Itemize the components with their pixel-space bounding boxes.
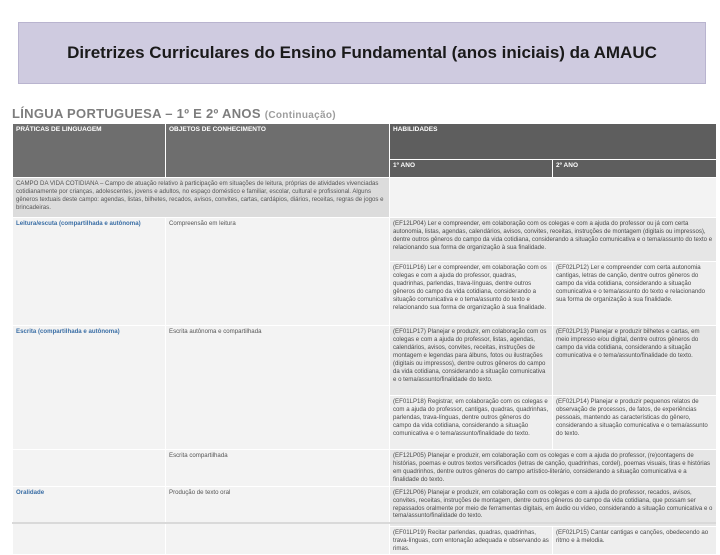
curriculum-table xyxy=(12,123,717,555)
habilidade-ef02lp15: (EF02LP15) Cantar cantigas e canções, obedecendo ao ritmo e à melodia. xyxy=(553,526,717,555)
pratica-leitura: Leitura/escuta (compartilhada e autônoma) xyxy=(13,218,166,326)
habilidade-ef02lp13: (EF02LP13) Planejar e produzir bilhetes e cartas, em meio impresso e/ou digital, dentre outros gêneros do campo da vida cotidiana, considerando a situação comunicativa e o tema/assunto/finalidade do texto. xyxy=(553,326,717,396)
pratica-oralidade: Oralidade xyxy=(13,486,166,555)
habilidade-ef01lp19: (EF01LP19) Recitar parlendas, quadras, quadrinhas, trava-línguas, com entonação adequada e observando as rimas. xyxy=(390,526,553,555)
habilidade-ef01lp17: (EF01LP17) Planejar e produzir, em colaboração com os colegas e com a ajuda do professor, listas, agendas, calendários, avisos, convites, receitas, instruções de montagem e legendas para álbuns, fotos ou ilustrações (digitais ou impressos), dentre outros gêneros do campo da vida cotidiana, considerando a situação comunicativa e o tema/assunto/finalidade do texto. xyxy=(390,326,553,396)
page-bottom-divider xyxy=(12,522,716,524)
pratica-escrita: Escrita (compartilhada e autônoma) xyxy=(13,326,166,450)
document-heading-text: LÍNGUA PORTUGUESA – 1º E 2º ANOS xyxy=(12,106,261,121)
header-ano1: 1º ANO xyxy=(390,160,553,178)
habilidade-ef12lp06: (EF12LP06) Planejar e produzir, em colaboração com os colegas e com a ajuda do professor, recados, avisos, convites, receitas, instruções de montagem, dentre outros gêneros do campo da vida cotidiana, que possam ser repassados oralmente por meio de ferramentas digitais, em áudio ou vídeo, considerando a situação comunicativa e o tema/assunto/finalidade do texto. xyxy=(390,486,717,526)
campo-description: CAMPO DA VIDA COTIDIANA – Campo de atuação relativo à participação em situações de leitura, próprias de atividades vivenciadas cotidianamente por crianças, adolescentes, jovens e adultos, no espaço doméstico e familiar, escolar, cultural e profissional. Alguns gêneros textuais deste campo: agendas, listas, bilhetes, recados, avisos, convites, cartas, cardápios, diários, receitas, regras de jogos e brincadeiras. xyxy=(13,178,390,218)
pratica-blank xyxy=(13,450,166,487)
habilidade-ef02lp14: (EF02LP14) Planejar e produzir pequenos relatos de observação de processos, de fatos, de experiências pessoais, mantendo as características do gênero, considerando a situação comunicativa e o tema/assunto do texto. xyxy=(553,396,717,450)
slide-title: Diretrizes Curriculares do Ensino Fundamental (anos iniciais) da AMAUC xyxy=(67,43,657,62)
document-heading-suffix: (Continuação) xyxy=(264,110,336,121)
objeto-producao-oral: Produção de texto oral xyxy=(166,486,390,555)
header-habilidades: HABILIDADES xyxy=(390,124,717,160)
habilidade-ef12lp05: (EF12LP05) Planejar e produzir, em colaboração com os colegas e com a ajuda do professor, (re)contagens de histórias, poemas e outros textos versificados (letras de canção, quadrinhas, cordel), poemas visuais, tiras e histórias em quadrinhos, dentre outros gêneros do campo artístico-literário, considerando a situação comunicativa e a finalidade do texto. xyxy=(390,450,717,487)
habilidade-ef01lp18: (EF01LP18) Registrar, em colaboração com os colegas e com a ajuda do professor, cantigas, quadras, quadrinhas, parlendas, trava-línguas, dentre outros gêneros do campo da vida cotidiana, considerando a situação comunicativa e o tema/assunto/finalidade do texto. xyxy=(390,396,553,450)
slide-title-bar xyxy=(18,22,706,84)
header-praticas: PRÁTICAS DE LINGUAGEM xyxy=(13,124,166,178)
habilidade-ef01lp16: (EF01LP16) Ler e compreender, em colaboração com os colegas e com a ajuda do professor, quadras, quadrinhas, parlendas, trava-línguas, dentre outros gêneros do campo da vida cotidiana, considerando a situação comunicativa e o tema/assunto do texto e relacionando sua forma de organização à sua finalidade. xyxy=(390,262,553,326)
objeto-compreensao: Compreensão em leitura xyxy=(166,218,390,326)
habilidade-ef02lp12: (EF02LP12) Ler e compreender com certa autonomia cantigas, letras de canção, dentre outros gêneros do campo da vida cotidiana, considerando a situação comunicativa e o tema/assunto do texto e relacionando sua forma de organização à sua finalidade. xyxy=(553,262,717,326)
habilidade-ef12lp04: (EF12LP04) Ler e compreender, em colaboração com os colegas e com a ajuda do professor ou já com certa autonomia, listas, agendas, calendários, avisos, convites, receitas, instruções de montagem (digitais ou impressos), dentre outros gêneros do campo da vida cotidiana, considerando a situação comunicativa e o tema/assunto do texto e relacionando sua forma de organização à sua finalidade. xyxy=(390,218,717,262)
objeto-escrita-compartilhada: Escrita compartilhada xyxy=(166,450,390,487)
campo-blank xyxy=(390,178,717,218)
objeto-escrita-autonoma: Escrita autônoma e compartilhada xyxy=(166,326,390,450)
header-ano2: 2º ANO xyxy=(553,160,717,178)
header-objetos: OBJETOS DE CONHECIMENTO xyxy=(166,124,390,178)
document-heading xyxy=(12,106,336,121)
